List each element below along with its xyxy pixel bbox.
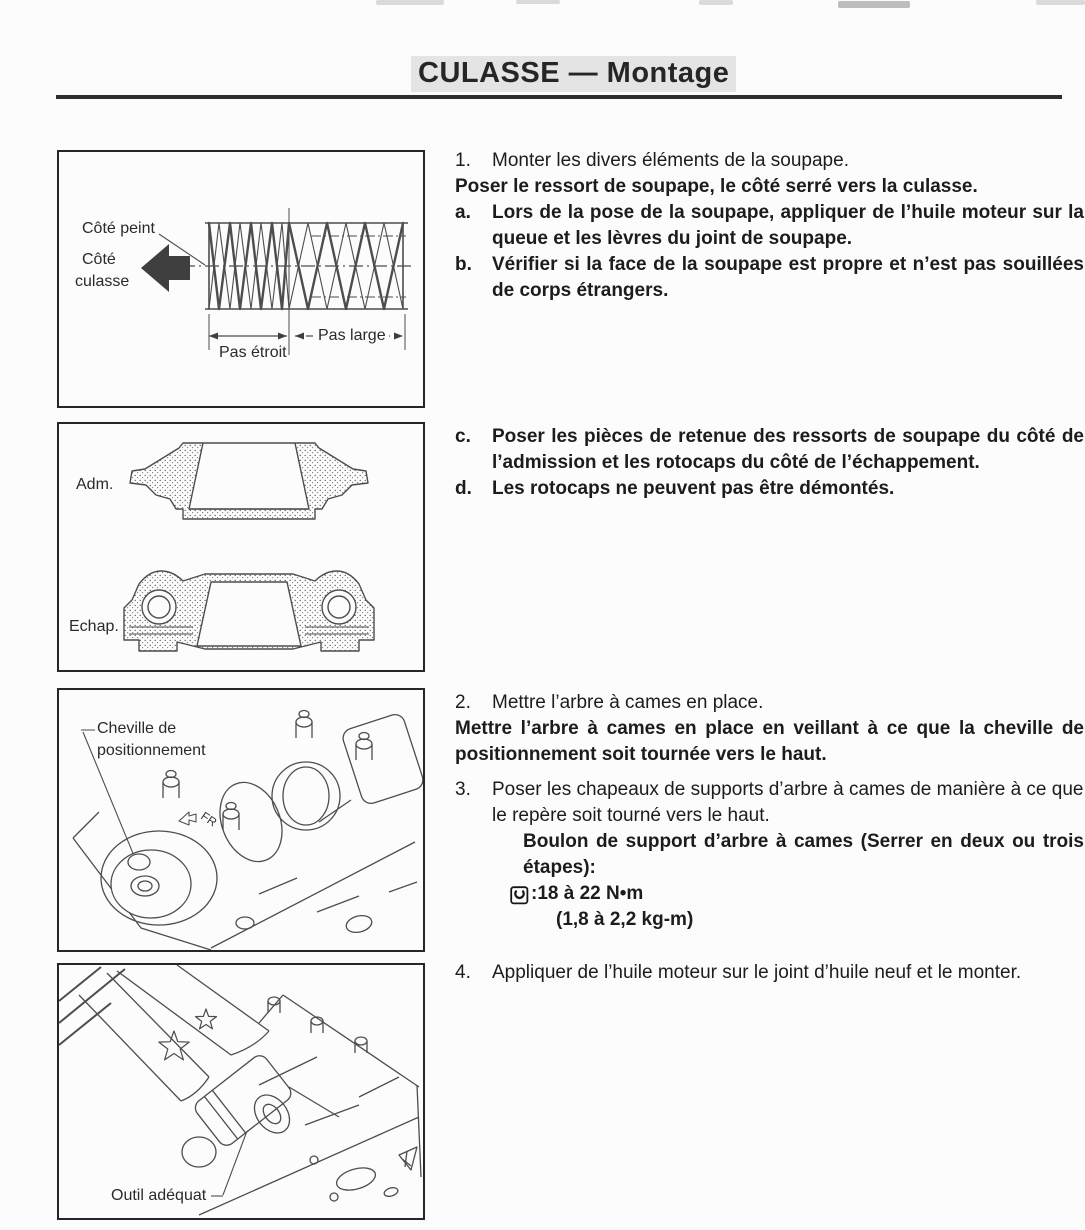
substep-d-letter: d.	[455, 478, 472, 499]
label-narrow-pitch: Pas étroit	[219, 344, 287, 361]
step-1-note: Poser le ressort de soupape, le côté serré vers la culasse.	[455, 176, 978, 197]
step-4-text: Appliquer de l’huile moteur sur le joint d’huile neuf et le monter.	[492, 962, 1022, 983]
scan-artifact	[376, 0, 444, 5]
label-dowel-2: positionnement	[97, 742, 206, 759]
step-2	[455, 690, 1084, 716]
scan-artifact	[1036, 0, 1085, 5]
head-side-arrow	[141, 244, 190, 292]
torque-nm: :18 à 22 N•m	[531, 883, 644, 904]
torque-kgm: (1,8 à 2,2 kg-m)	[556, 909, 694, 930]
instructions-substeps-cd	[455, 424, 1084, 502]
substep-a-text: Lors de la pose de la soupape, appliquer de l’huile moteur sur la queue et les lèvres du joint de soupape.	[492, 202, 1084, 249]
label-dowel-1: Cheville de	[97, 720, 177, 737]
step-3-text: Poser les chapeaux de supports d’arbre à cames de manière à ce que le repère soit tourné vers le haut.	[492, 779, 1084, 826]
substep-d	[455, 476, 1084, 502]
substep-b	[455, 252, 1084, 304]
torque-spec-label: Boulon de support d’arbre à cames (Serrer en deux ou trois étapes):	[523, 831, 1084, 878]
figure-valve-spring	[57, 150, 425, 408]
fr-mark: FR	[198, 808, 220, 830]
step-1-text: Monter les divers éléments de la soupape.	[492, 150, 849, 171]
figure-oil-seal-tool	[57, 963, 425, 1220]
title-rule	[56, 95, 1062, 99]
step-4	[455, 960, 1084, 986]
instructions-steps-2-3	[455, 690, 1084, 933]
step-4-number: 4.	[455, 962, 471, 983]
substep-a	[455, 200, 1084, 252]
label-exhaust: Echap.	[69, 618, 119, 635]
step-1	[455, 148, 1084, 174]
label-head-side-1: Côté	[82, 251, 116, 268]
label-head-side-2: culasse	[75, 273, 130, 290]
step-1-number: 1.	[455, 150, 471, 171]
step-2-note: Mettre l’arbre à cames en place en veillant à ce que la cheville de positionnement soit tournée vers le haut.	[455, 718, 1084, 765]
step-2-number: 2.	[455, 692, 471, 713]
torque-wrench-icon	[510, 886, 529, 905]
step-2-text: Mettre l’arbre à cames en place.	[492, 692, 764, 713]
figure-camshaft	[57, 688, 425, 952]
scan-artifact	[516, 0, 560, 4]
step-3-number: 3.	[455, 779, 471, 800]
scan-artifact	[838, 1, 910, 8]
oil-seal-drawing	[59, 965, 423, 1218]
substep-c-text: Poser les pièces de retenue des ressorts de soupape du côté de l’admission et les rotocaps du côté de l’échappement.	[492, 426, 1084, 473]
substep-c-letter: c.	[455, 426, 471, 447]
substep-d-text: Les rotocaps ne peuvent pas être démontés.	[492, 478, 895, 499]
step-3	[455, 777, 1084, 829]
torque-value-line	[455, 881, 1084, 907]
label-intake: Adm.	[76, 476, 114, 493]
label-tool: Outil adéquat	[111, 1187, 207, 1204]
substep-a-letter: a.	[455, 202, 471, 223]
label-painted-side: Côté peint	[82, 220, 155, 237]
label-wide-pitch: Pas large	[315, 327, 389, 345]
scan-artifact	[699, 0, 733, 5]
page-title: CULASSE — Montage	[411, 56, 736, 92]
substep-b-text: Vérifier si la face de la soupape est propre et n’est pas souillées de corps étrangers.	[492, 254, 1084, 301]
instructions-step1	[455, 148, 1084, 304]
figure-retainers	[57, 422, 425, 672]
substep-b-letter: b.	[455, 254, 472, 275]
substep-c	[455, 424, 1084, 476]
instructions-step4	[455, 960, 1084, 986]
